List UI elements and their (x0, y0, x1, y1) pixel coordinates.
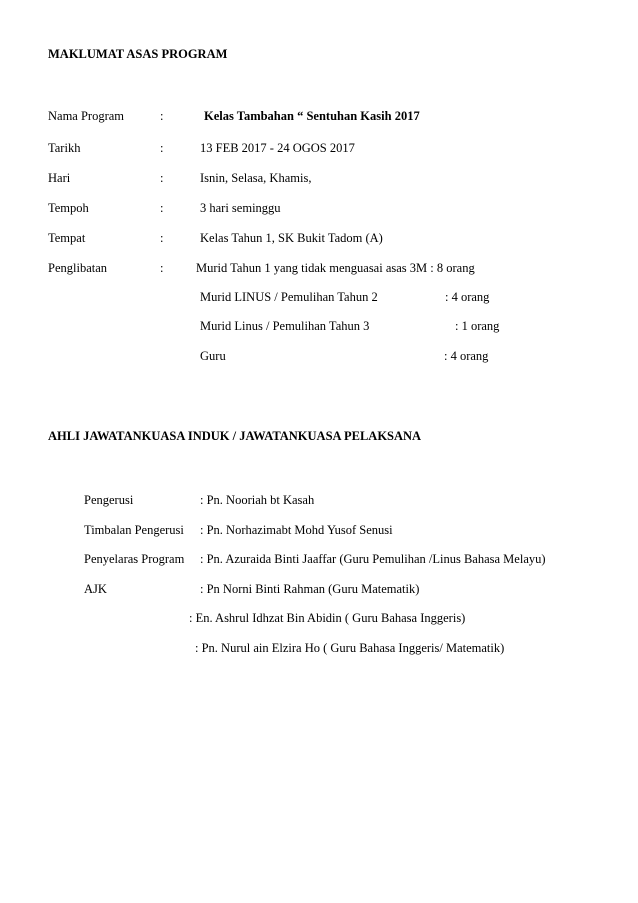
member-name: : En. Ashrul Idhzat Bin Abidin ( Guru Bahasa Inggeris) (189, 611, 466, 625)
separator: : (160, 231, 164, 245)
label-tarikh: Tarikh (48, 141, 81, 155)
label-nama-program: Nama Program (48, 109, 125, 123)
separator: : (160, 141, 164, 155)
separator: : (160, 201, 164, 215)
participant-desc: Murid LINUS / Pemulihan Tahun 2 (200, 290, 378, 304)
separator: : (160, 109, 164, 123)
member-name: : Pn. Nooriah bt Kasah (200, 493, 315, 507)
label-penglibatan: Penglibatan (48, 261, 108, 275)
value-nama-program: Kelas Tambahan “ Sentuhan Kasih 2017 (204, 109, 420, 123)
section-title-ajk: AHLI JAWATANKUASA INDUK / JAWATANKUASA PELAKSANA (48, 429, 422, 443)
member-name: : Pn Norni Binti Rahman (Guru Matematik) (200, 582, 420, 596)
participant-desc: Guru (200, 349, 226, 363)
participant-count: : 4 orang (445, 290, 490, 304)
separator: : (160, 261, 164, 275)
member-role: AJK (84, 582, 107, 596)
member-role: Pengerusi (84, 493, 134, 507)
member-name: : Pn. Norhazimabt Mohd Yusof Senusi (200, 523, 393, 537)
value-penglibatan: Murid Tahun 1 yang tidak menguasai asas 3M : 8 orang (196, 261, 475, 275)
member-name: : Pn. Nurul ain Elzira Ho ( Guru Bahasa Inggeris/ Matematik) (195, 641, 505, 655)
member-name: : Pn. Azuraida Binti Jaaffar (Guru Pemulihan /Linus Bahasa Melayu) (200, 552, 546, 566)
label-tempoh: Tempoh (48, 201, 89, 215)
separator: : (160, 171, 164, 185)
member-role: Penyelaras Program (84, 552, 185, 566)
participant-count: : 4 orang (444, 349, 489, 363)
value-tempoh: 3 hari seminggu (200, 201, 281, 215)
member-role: Timbalan Pengerusi (84, 523, 184, 537)
label-hari: Hari (48, 171, 71, 185)
label-tempat: Tempat (48, 231, 86, 245)
participant-desc: Murid Linus / Pemulihan Tahun 3 (200, 319, 370, 333)
section-title-maklumat: MAKLUMAT ASAS PROGRAM (48, 47, 228, 61)
value-hari: Isnin, Selasa, Khamis, (200, 171, 312, 185)
value-tarikh: 13 FEB 2017 - 24 OGOS 2017 (200, 141, 355, 155)
participant-count: : 1 orang (455, 319, 500, 333)
value-tempat: Kelas Tahun 1, SK Bukit Tadom (A) (200, 231, 383, 245)
